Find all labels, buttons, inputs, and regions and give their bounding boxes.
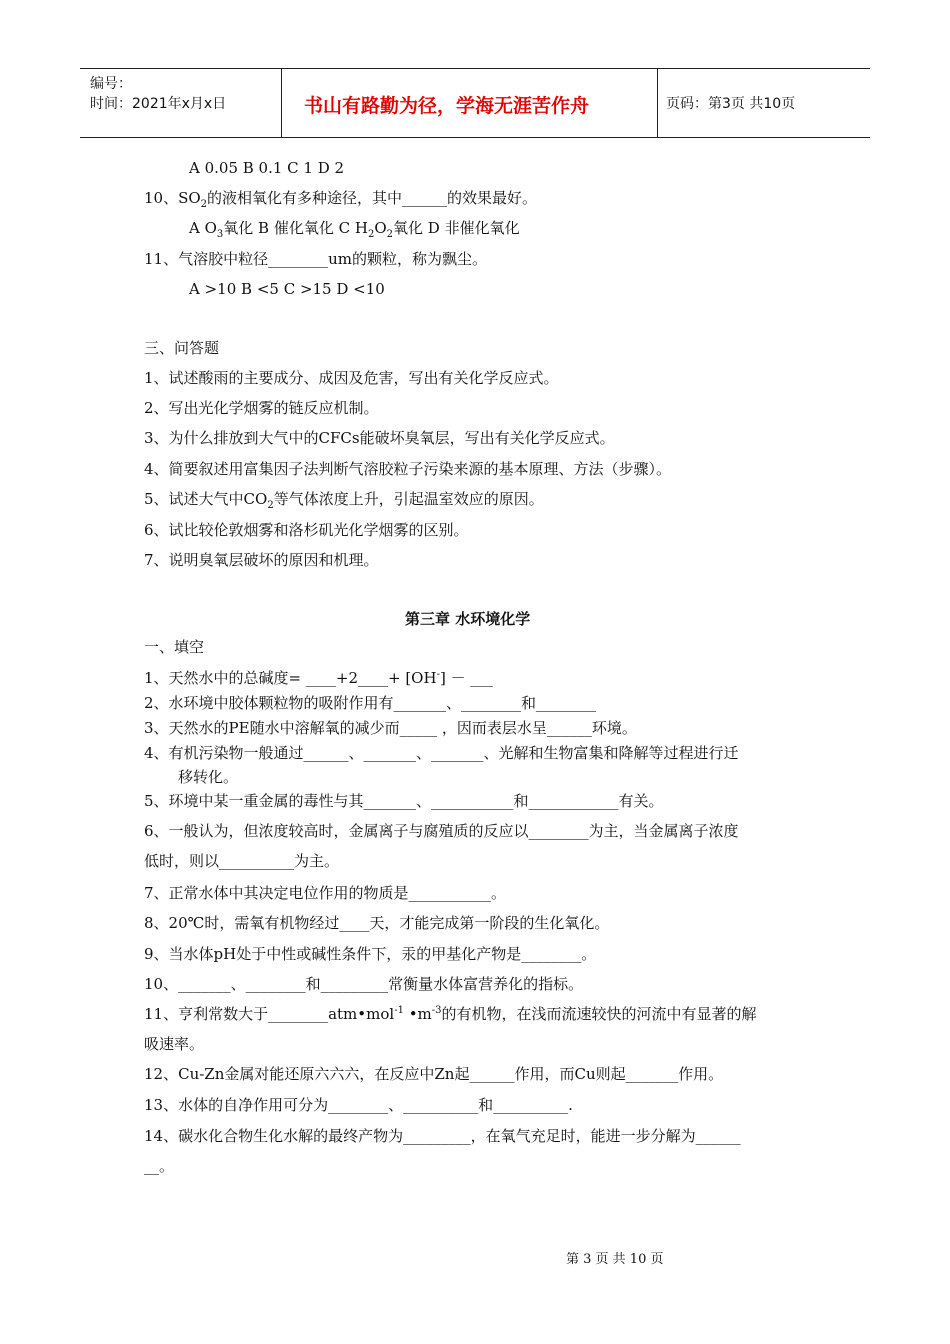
section-heading-1: 一、填空 — [144, 638, 205, 656]
fill-question-6-cont: 低时，则以__________为主。 — [144, 852, 340, 870]
fill-question-12: 12、Cu-Zn金属对能还原六六六，在反应中Zn起______作用，而Cu则起_______作用。 — [144, 1065, 724, 1083]
number-label: 编号： — [90, 76, 132, 92]
f11-text-a: 11、亨利常数大于________atm•mol — [144, 1005, 395, 1023]
fill-question-1 — [144, 669, 493, 687]
f11-text-b: •m — [403, 1005, 432, 1023]
f11-sup1: -1 — [394, 1005, 404, 1016]
fill-question-11-cont: 吸速率。 — [144, 1035, 205, 1053]
essay-question-4: 4、简要叙述用富集因子法判断气溶胶粒子污染来源的基本原理、方法（步骤）。 — [144, 460, 672, 478]
a5-text-b: 等气体浓度上升，引起温室效应的原因。 — [273, 490, 544, 508]
q9-options: A 0.05 B 0.1 C 1 D 2 — [189, 159, 345, 177]
fill-question-2: 2、水环境中胶体颗粒物的吸附作用有_______、________和________ — [144, 694, 597, 712]
fill-question-14-cont: __。 — [144, 1157, 175, 1175]
q10-opt-a-sub: 3 — [216, 229, 224, 240]
fill-question-6: 6、一般认为，但浓度较高时，金属离子与腐殖质的反应以________为主，当金属离子浓度 — [144, 822, 739, 840]
f11-text-c: 的有机物，在浅而流速较快的河流中有显著的解 — [441, 1005, 757, 1023]
q10-opt-c: O — [374, 219, 387, 237]
header-motto — [282, 69, 658, 137]
q10-opt-a: A O — [189, 219, 217, 237]
essay-question-2: 2、写出光化学烟雾的链反应机制。 — [144, 399, 379, 417]
essay-question-1: 1、试述酸雨的主要成分、成因及危害，写出有关化学反应式。 — [144, 369, 559, 387]
question-11: 11、气溶胶中粒径________um的颗粒，称为飘尘。 — [144, 250, 487, 268]
fill-question-4: 4、有机污染物一般通过______、_______、_______、光解和生物富集和降解等过程进行迁 — [144, 744, 739, 762]
page-info-text: 页码：第3页 共10页 — [666, 96, 796, 112]
fill-question-8: 8、20℃时，需氧有机物经过____天，才能完成第一阶段的生化氧化。 — [144, 914, 610, 932]
essay-question-3: 3、为什么排放到大气中的CFCs能破坏臭氧层，写出有关化学反应式。 — [144, 429, 615, 447]
essay-question-5 — [144, 490, 544, 511]
q11-options: A >10 B <5 C >15 D <10 — [189, 280, 385, 298]
essay-question-6: 6、试比较伦敦烟雾和洛杉矶光化学烟雾的区别。 — [144, 521, 469, 539]
page-header — [80, 68, 870, 138]
q10-opt-b-sub: 2 — [367, 229, 375, 240]
fill-question-10: 10、_______、________和_________常衡量水体富营养化的指标。 — [144, 975, 584, 993]
q10-opt-d: 氧化 D 非催化氧化 — [393, 219, 520, 237]
essay-question-7: 7、说明臭氧层破坏的原因和机理。 — [144, 551, 379, 569]
f1-text-a: 1、天然水中的总碱度= ____+2____+ [OH — [144, 669, 437, 687]
q10-options — [189, 219, 520, 240]
fill-question-9: 9、当水体pH处于中性或碱性条件下，汞的甲基化产物是________。 — [144, 945, 597, 963]
fill-question-7: 7、正常水体中其决定电位作用的物质是___________。 — [144, 884, 507, 902]
chapter-title: 第三章 水环境化学 — [405, 610, 531, 628]
question-10 — [144, 189, 538, 210]
section-heading-3: 三、问答题 — [144, 339, 220, 357]
motto-text: 书山有路勤为径，学海无涯苦作舟 — [304, 95, 590, 117]
a5-text-a: 5、试述大气中CO — [144, 490, 268, 508]
q10-text-a: 10、SO — [144, 189, 201, 207]
header-meta — [80, 69, 282, 137]
fill-question-5: 5、环境中某一重金属的毒性与其_______、___________和____________有关。 — [144, 792, 664, 810]
q10-sub: 2 — [200, 199, 208, 210]
f11-sup2: -3 — [431, 1005, 442, 1016]
f1-sup: - — [436, 669, 440, 680]
fill-question-14: 14、碳水化合物生化水解的最终产物为_________，在氧气充足时，能进一步分解为______ — [144, 1127, 741, 1145]
q10-text-b: 的液相氧化有多种途径，其中______的效果最好。 — [207, 189, 538, 207]
header-page-info — [658, 69, 870, 137]
fill-question-3: 3、天然水的PE随水中溶解氧的减少而_____ ，因而表层水呈______环境。 — [144, 719, 637, 737]
f1-text-b: ] － ___ — [439, 669, 493, 687]
fill-question-11 — [144, 1005, 757, 1023]
q10-opt-b: 氧化 B 催化氧化 C H — [223, 219, 368, 237]
fill-question-4-cont: 移转化。 — [178, 768, 239, 786]
a5-sub: 2 — [267, 500, 274, 511]
fill-question-13: 13、水体的自净作用可分为________、__________和__________. — [144, 1096, 573, 1114]
q10-opt-c-sub: 2 — [386, 229, 393, 240]
time-label: 时间：2021年x月x日 — [90, 96, 227, 112]
page-footer: 第 3 页 共 10 页 — [566, 1252, 664, 1267]
